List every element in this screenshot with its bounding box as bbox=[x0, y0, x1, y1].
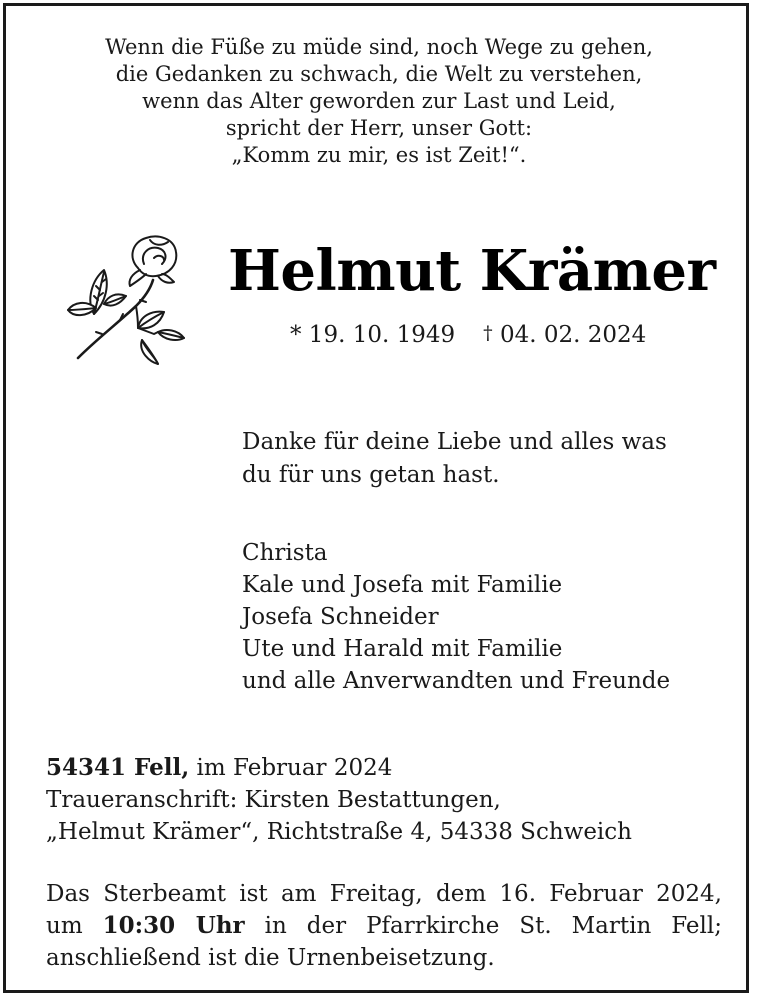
mourner: und alle Anverwandten und Freunde bbox=[242, 668, 671, 694]
address-line: Traueranschrift: Kirsten Bestattungen, bbox=[46, 787, 501, 813]
date: im Februar 2024 bbox=[189, 755, 393, 781]
thanks-line: du für uns getan hast. bbox=[242, 462, 500, 488]
service-text: um bbox=[46, 913, 103, 939]
poem-line: Wenn die Füße zu müde sind, noch Wege zu gehen, bbox=[105, 35, 653, 59]
place-date-line bbox=[46, 752, 632, 784]
thanks-line: Danke für deine Liebe und alles was bbox=[242, 429, 667, 455]
mourner: Kale und Josefa mit Familie bbox=[242, 572, 563, 598]
service-line: Das Sterbeamt ist am Freitag, dem 16. Februar 2024, bbox=[46, 881, 722, 907]
address-line: „Helmut Krämer“, Richtstraße 4, 54338 Schweich bbox=[46, 819, 632, 845]
thanks-text bbox=[242, 426, 667, 492]
mourner: Ute und Harald mit Familie bbox=[242, 636, 563, 662]
poem-line: wenn das Alter geworden zur Last und Leid, bbox=[142, 89, 616, 113]
mourning-address bbox=[46, 752, 632, 848]
deceased-name: Helmut Krämer bbox=[228, 238, 716, 304]
obituary-notice bbox=[3, 3, 749, 993]
poem-line: „Komm zu mir, es ist Zeit!“. bbox=[231, 143, 527, 167]
mourner: Christa bbox=[242, 540, 328, 566]
birth-date: * 19. 10. 1949 bbox=[290, 322, 456, 348]
death-date: 04. 02. 2024 bbox=[499, 322, 647, 348]
mourner: Josefa Schneider bbox=[242, 604, 439, 630]
service-text: in der Pfarrkirche St. Martin Fell; bbox=[244, 913, 722, 939]
cross-icon: † bbox=[483, 322, 493, 344]
rose-icon bbox=[58, 228, 188, 366]
poem-line: spricht der Herr, unser Gott: bbox=[225, 116, 533, 140]
poem bbox=[6, 34, 752, 169]
place: 54341 Fell, bbox=[46, 754, 190, 781]
service-line bbox=[46, 910, 722, 942]
poem-line: die Gedanken zu schwach, die Welt zu verstehen, bbox=[115, 62, 643, 86]
service-line: anschließend ist die Urnenbeisetzung. bbox=[46, 945, 495, 971]
mourners-list bbox=[242, 537, 670, 697]
service-time: 10:30 Uhr bbox=[102, 912, 245, 939]
life-dates bbox=[290, 322, 646, 348]
service-info bbox=[46, 878, 722, 974]
